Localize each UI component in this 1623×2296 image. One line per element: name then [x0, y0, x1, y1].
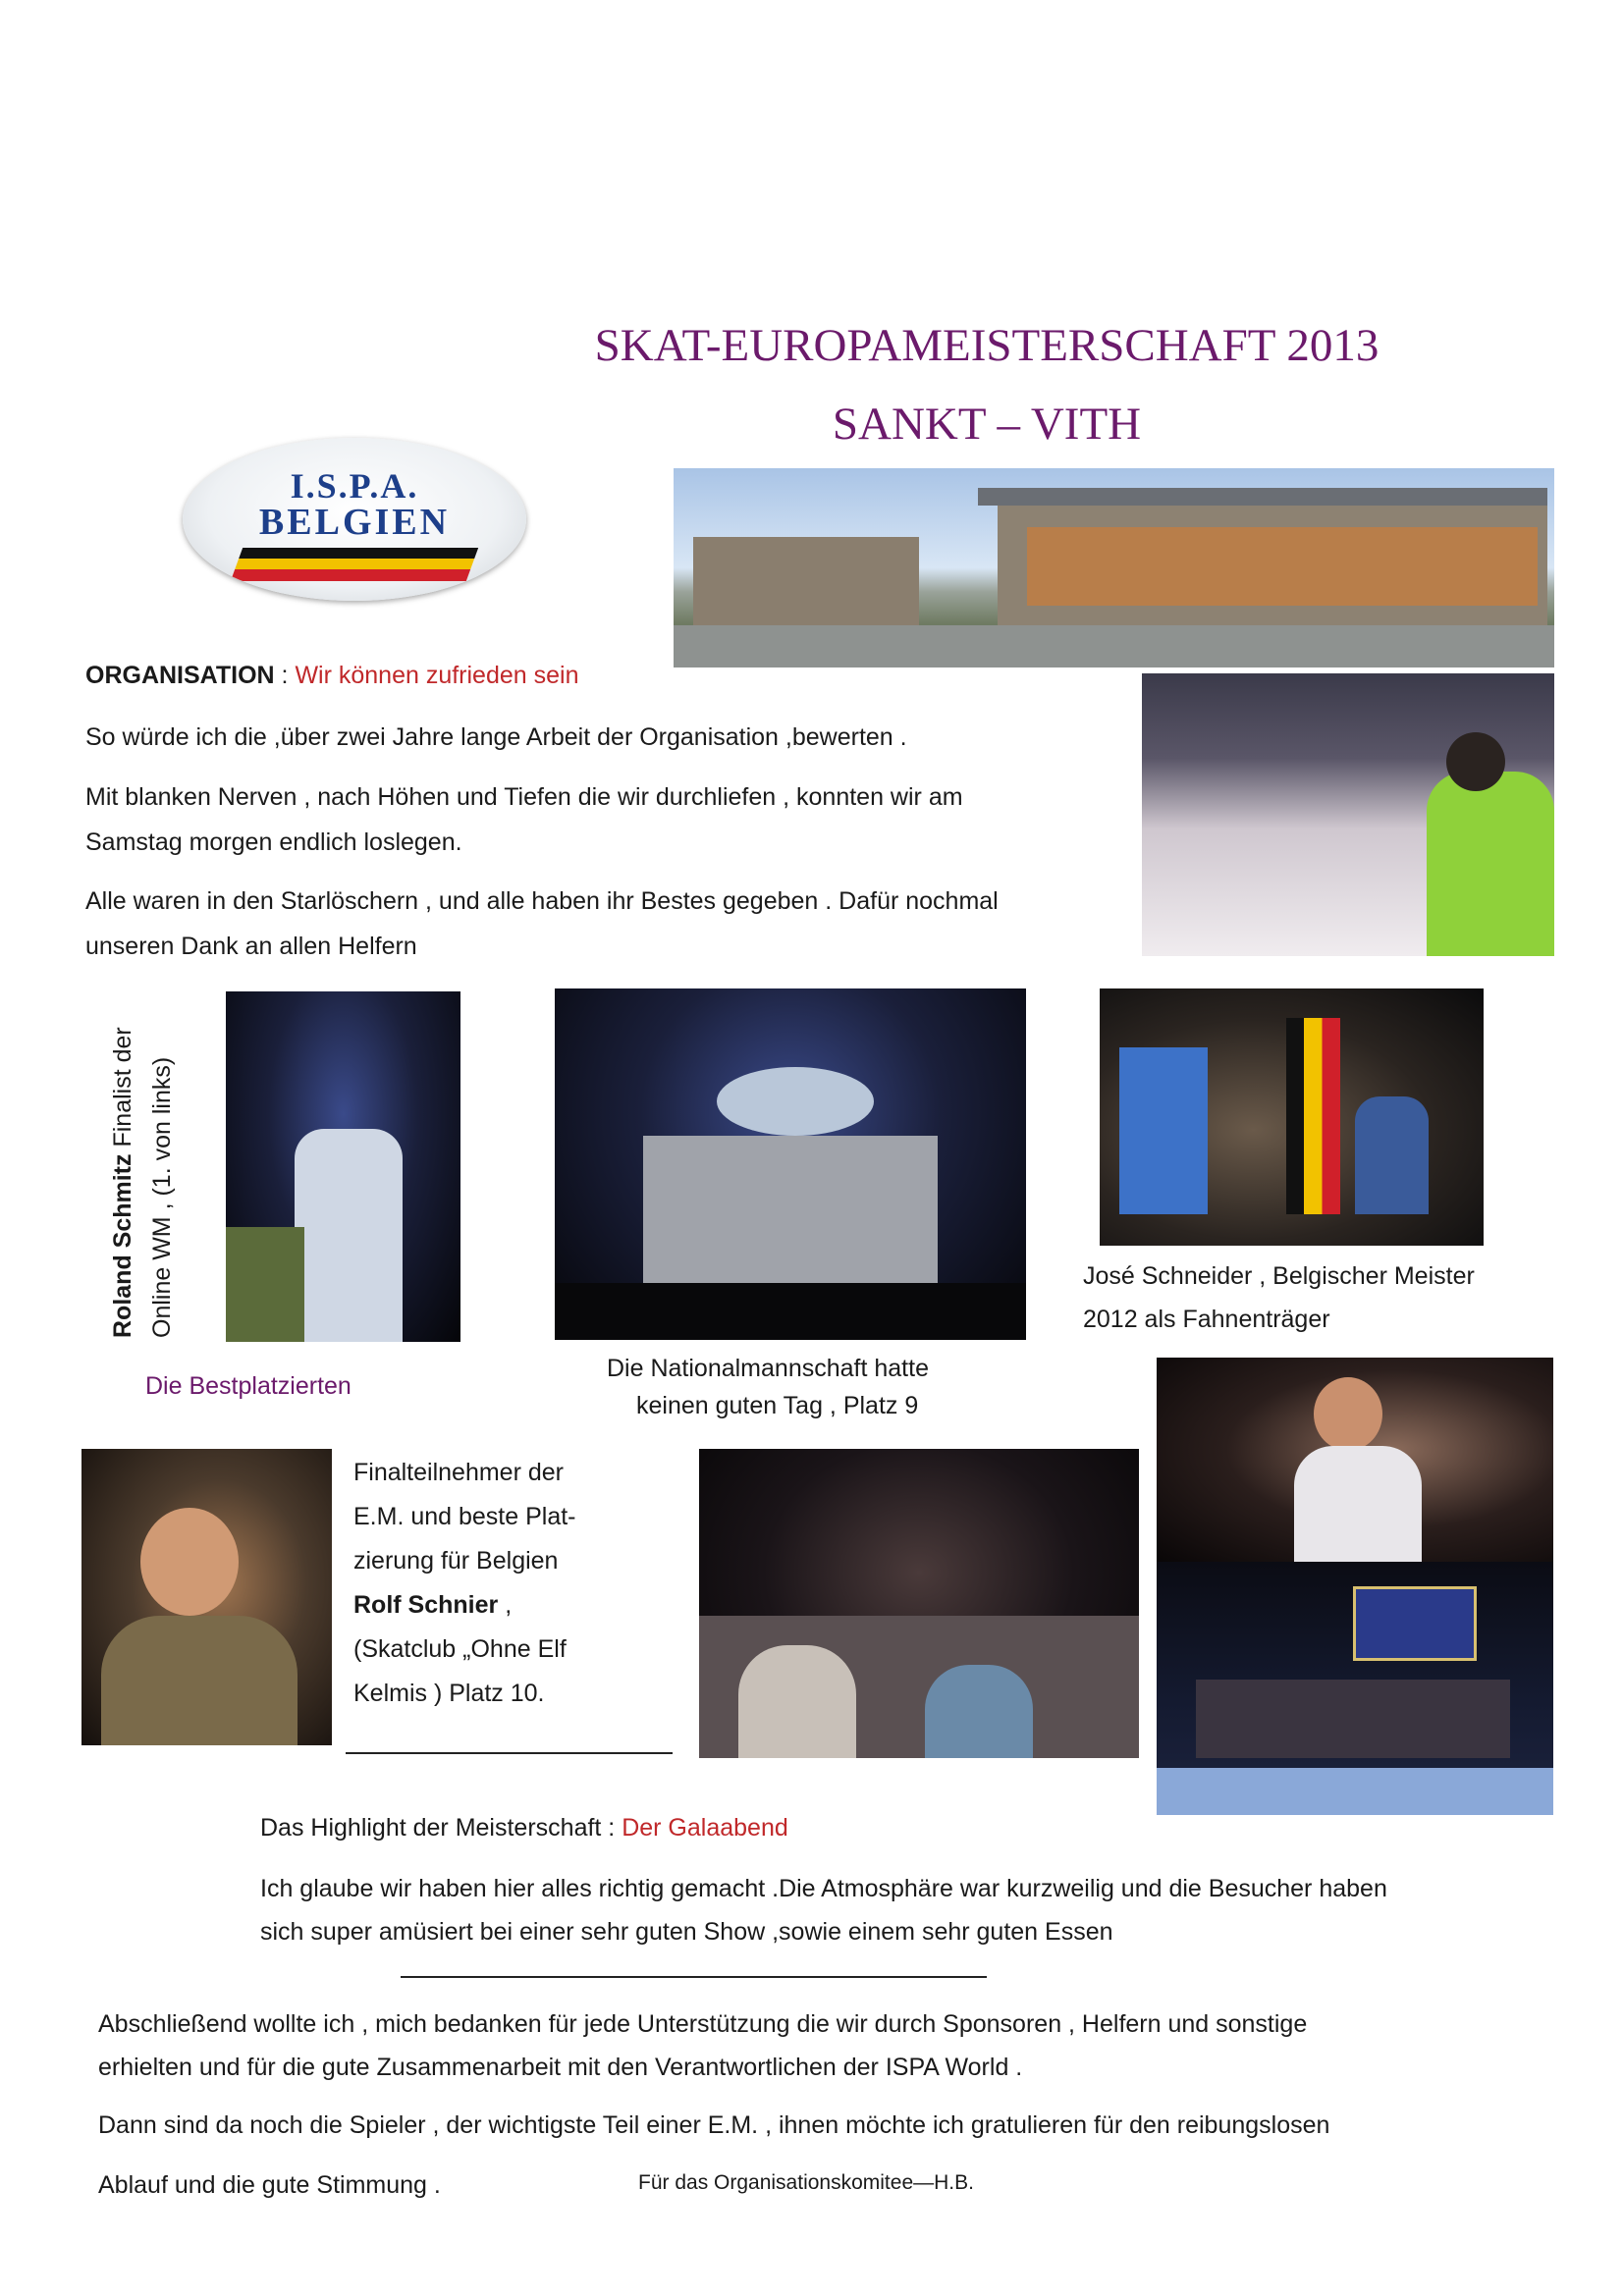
gala-underline [401, 1976, 987, 1978]
roland-caption [103, 1004, 182, 1338]
closing-paragraph-2-line1: Dann sind da noch die Spieler , der wichtigste Teil einer E.M. , ihnen möchte ich gratulieren für den reibungslosen [98, 2111, 1330, 2139]
organisation-heading-line [85, 654, 578, 698]
organisation-paragraph-1: So würde ich die ,über zwei Jahre lange Arbeit der Organisation ,bewerten . [85, 723, 907, 751]
rolf-caption-line2: E.M. und beste Plat- [353, 1503, 576, 1530]
organisation-tagline: Wir können zufrieden sein [295, 662, 579, 689]
closing-paragraph-1-line1: Abschließend wollte ich , mich bedanken für jede Unterstützung die wir durch Sponsoren , Helfern und sonstige [98, 2010, 1308, 2038]
roland-name: Roland Schmitz [109, 1153, 136, 1338]
rolf-caption-line5: (Skatclub „Ohne Elf [353, 1635, 567, 1663]
rolf-caption-line3: zierung für Belgien [353, 1547, 559, 1575]
flag-bearer-photo [1100, 988, 1484, 1246]
roland-caption-line1: Finalist der [109, 1027, 136, 1154]
rolf-name: Rolf Schnier [353, 1591, 499, 1619]
logo-line1: I.S.P.A. [290, 466, 419, 506]
gala-intro: Das Highlight der Meisterschaft : [260, 1814, 622, 1842]
rolf-caption-underline [346, 1752, 673, 1754]
signature: Für das Organisationskomitee—H.B. [638, 2171, 974, 2194]
venue-building-photo [674, 468, 1554, 667]
gala-highlight: Der Galaabend [622, 1814, 788, 1842]
page-title-line1: SKAT-EUROPAMEISTERSCHAFT 2013 [594, 320, 1380, 371]
closing-paragraph-1-line2: erhielten und für die gute Zusammenarbeit mit den Verantwortlichen der ISPA World . [98, 2054, 1023, 2081]
gala-paragraph-line1: Ich glaube wir haben hier alles richtig gemacht .Die Atmosphäre war kurzweilig und die Besucher haben [260, 1875, 1387, 1902]
gala-dinner-photo [699, 1449, 1139, 1758]
gala-intro-line [260, 1806, 788, 1850]
organisation-paragraph-2-line1: Mit blanken Nerven , nach Höhen und Tiefen die wir durchliefen , konnten wir am [85, 783, 963, 811]
gala-paragraph-line2: sich super amüsiert bei einer sehr guten Show ,sowie einem sehr guten Essen [260, 1918, 1113, 1946]
jose-caption-line1: José Schneider , Belgischer Meister [1083, 1262, 1475, 1290]
closing-paragraph-2-line2: Ablauf und die gute Stimmung . [98, 2171, 441, 2199]
playing-hall-photo [1142, 673, 1554, 956]
band-stage-photo [1157, 1562, 1553, 1815]
rolf-name-suffix: , [498, 1591, 513, 1619]
rolf-schnier-photo [81, 1449, 332, 1745]
rolf-caption-line6: Kelmis ) Platz 10. [353, 1680, 545, 1707]
logo-line2: BELGIEN [258, 502, 451, 543]
rolf-caption-line1: Finalteilnehmer der [353, 1459, 564, 1486]
rolf-caption-line4 [353, 1583, 512, 1628]
page-title-line2: SANKT – VITH [832, 399, 1142, 450]
roland-caption-line2: Online WM , (1. von links) [148, 1056, 176, 1338]
jose-caption-line2: 2012 als Fahnenträger [1083, 1306, 1330, 1333]
national-team-caption-line1: Die Nationalmannschaft hatte [607, 1355, 929, 1382]
logo-flag-stripes [231, 548, 478, 581]
organisation-paragraph-2-line2: Samstag morgen endlich loslegen. [85, 828, 462, 856]
organisation-paragraph-3-line1: Alle waren in den Starlöschern , und alle haben ihr Bestes gegeben . Dafür nochmal [85, 887, 999, 915]
organisation-heading: ORGANISATION [85, 662, 275, 689]
national-team-caption-line2: keinen guten Tag , Platz 9 [636, 1392, 919, 1419]
ispa-belgien-logo [183, 438, 526, 601]
national-team-photo [555, 988, 1026, 1340]
singer-photo [1157, 1358, 1553, 1562]
bestplatzierten-photo [226, 991, 460, 1342]
organisation-paragraph-3-line2: unseren Dank an allen Helfern [85, 933, 417, 960]
bestplatzierten-caption: Die Bestplatzierten [145, 1372, 352, 1400]
organisation-separator: : [274, 662, 296, 689]
